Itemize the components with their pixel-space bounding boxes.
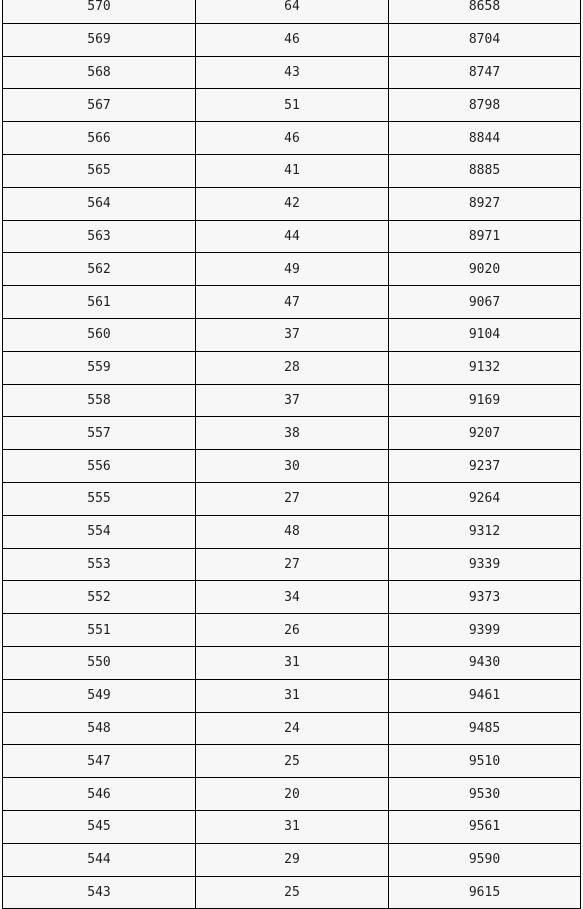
score-cell: 551 xyxy=(3,614,196,647)
table-row xyxy=(3,581,581,614)
table-row xyxy=(3,417,581,450)
score-cell: 549 xyxy=(3,679,196,712)
count-cell: 37 xyxy=(196,318,389,351)
count-cell: 30 xyxy=(196,450,389,483)
table-row xyxy=(3,23,581,56)
count-cell: 46 xyxy=(196,23,389,56)
count-cell: 34 xyxy=(196,581,389,614)
cumulative-cell: 8927 xyxy=(389,187,581,220)
score-cell: 570 xyxy=(3,0,196,23)
table-row xyxy=(3,646,581,679)
score-cell: 552 xyxy=(3,581,196,614)
count-cell: 31 xyxy=(196,646,389,679)
cumulative-cell: 9207 xyxy=(389,417,581,450)
cumulative-cell: 9510 xyxy=(389,745,581,778)
count-cell: 31 xyxy=(196,810,389,843)
count-cell: 29 xyxy=(196,843,389,876)
table-row xyxy=(3,515,581,548)
score-cell: 565 xyxy=(3,154,196,187)
score-cell: 554 xyxy=(3,515,196,548)
table-container xyxy=(2,0,580,909)
score-distribution-table xyxy=(2,0,581,909)
table-row xyxy=(3,187,581,220)
table-row xyxy=(3,843,581,876)
table-body xyxy=(3,0,581,909)
score-cell: 546 xyxy=(3,778,196,811)
cumulative-cell: 9237 xyxy=(389,450,581,483)
count-cell: 25 xyxy=(196,876,389,909)
score-cell: 556 xyxy=(3,450,196,483)
table-row xyxy=(3,384,581,417)
count-cell: 48 xyxy=(196,515,389,548)
cumulative-cell: 9067 xyxy=(389,286,581,319)
count-cell: 51 xyxy=(196,89,389,122)
cumulative-cell: 9312 xyxy=(389,515,581,548)
count-cell: 43 xyxy=(196,56,389,89)
count-cell: 44 xyxy=(196,220,389,253)
score-cell: 564 xyxy=(3,187,196,220)
score-cell: 559 xyxy=(3,351,196,384)
cumulative-cell: 9339 xyxy=(389,548,581,581)
score-cell: 545 xyxy=(3,810,196,843)
cumulative-cell: 9132 xyxy=(389,351,581,384)
cumulative-cell: 9461 xyxy=(389,679,581,712)
cumulative-cell: 9104 xyxy=(389,318,581,351)
cumulative-cell: 8658 xyxy=(389,0,581,23)
table-row xyxy=(3,253,581,286)
table-row xyxy=(3,745,581,778)
score-cell: 553 xyxy=(3,548,196,581)
table-row xyxy=(3,712,581,745)
score-cell: 561 xyxy=(3,286,196,319)
cumulative-cell: 9373 xyxy=(389,581,581,614)
table-row xyxy=(3,810,581,843)
count-cell: 27 xyxy=(196,548,389,581)
table-row xyxy=(3,0,581,23)
score-cell: 544 xyxy=(3,843,196,876)
cumulative-cell: 8798 xyxy=(389,89,581,122)
cumulative-cell: 9264 xyxy=(389,482,581,515)
cumulative-cell: 9530 xyxy=(389,778,581,811)
table-row xyxy=(3,318,581,351)
count-cell: 31 xyxy=(196,679,389,712)
table-row xyxy=(3,876,581,909)
count-cell: 41 xyxy=(196,154,389,187)
table-row xyxy=(3,89,581,122)
score-cell: 557 xyxy=(3,417,196,450)
table-row xyxy=(3,614,581,647)
score-cell: 560 xyxy=(3,318,196,351)
score-cell: 569 xyxy=(3,23,196,56)
cumulative-cell: 9020 xyxy=(389,253,581,286)
count-cell: 37 xyxy=(196,384,389,417)
count-cell: 24 xyxy=(196,712,389,745)
cumulative-cell: 8971 xyxy=(389,220,581,253)
cumulative-cell: 9485 xyxy=(389,712,581,745)
count-cell: 46 xyxy=(196,122,389,155)
table-row xyxy=(3,220,581,253)
table-row xyxy=(3,154,581,187)
table-row xyxy=(3,450,581,483)
count-cell: 20 xyxy=(196,778,389,811)
cumulative-cell: 8885 xyxy=(389,154,581,187)
count-cell: 47 xyxy=(196,286,389,319)
score-cell: 555 xyxy=(3,482,196,515)
score-cell: 567 xyxy=(3,89,196,122)
cumulative-cell: 9430 xyxy=(389,646,581,679)
count-cell: 27 xyxy=(196,482,389,515)
score-cell: 568 xyxy=(3,56,196,89)
table-row xyxy=(3,286,581,319)
cumulative-cell: 9590 xyxy=(389,843,581,876)
cumulative-cell: 9561 xyxy=(389,810,581,843)
count-cell: 49 xyxy=(196,253,389,286)
cumulative-cell: 9399 xyxy=(389,614,581,647)
table-row xyxy=(3,122,581,155)
count-cell: 42 xyxy=(196,187,389,220)
score-cell: 548 xyxy=(3,712,196,745)
count-cell: 25 xyxy=(196,745,389,778)
cumulative-cell: 8704 xyxy=(389,23,581,56)
cumulative-cell: 9615 xyxy=(389,876,581,909)
table-row xyxy=(3,778,581,811)
table-row xyxy=(3,482,581,515)
count-cell: 28 xyxy=(196,351,389,384)
count-cell: 64 xyxy=(196,0,389,23)
cumulative-cell: 9169 xyxy=(389,384,581,417)
cumulative-cell: 8747 xyxy=(389,56,581,89)
table-row xyxy=(3,548,581,581)
table-row xyxy=(3,679,581,712)
table-row xyxy=(3,351,581,384)
count-cell: 38 xyxy=(196,417,389,450)
score-cell: 563 xyxy=(3,220,196,253)
score-cell: 547 xyxy=(3,745,196,778)
cumulative-cell: 8844 xyxy=(389,122,581,155)
score-cell: 543 xyxy=(3,876,196,909)
score-cell: 562 xyxy=(3,253,196,286)
score-cell: 558 xyxy=(3,384,196,417)
score-cell: 566 xyxy=(3,122,196,155)
table-row xyxy=(3,56,581,89)
count-cell: 26 xyxy=(196,614,389,647)
score-cell: 550 xyxy=(3,646,196,679)
